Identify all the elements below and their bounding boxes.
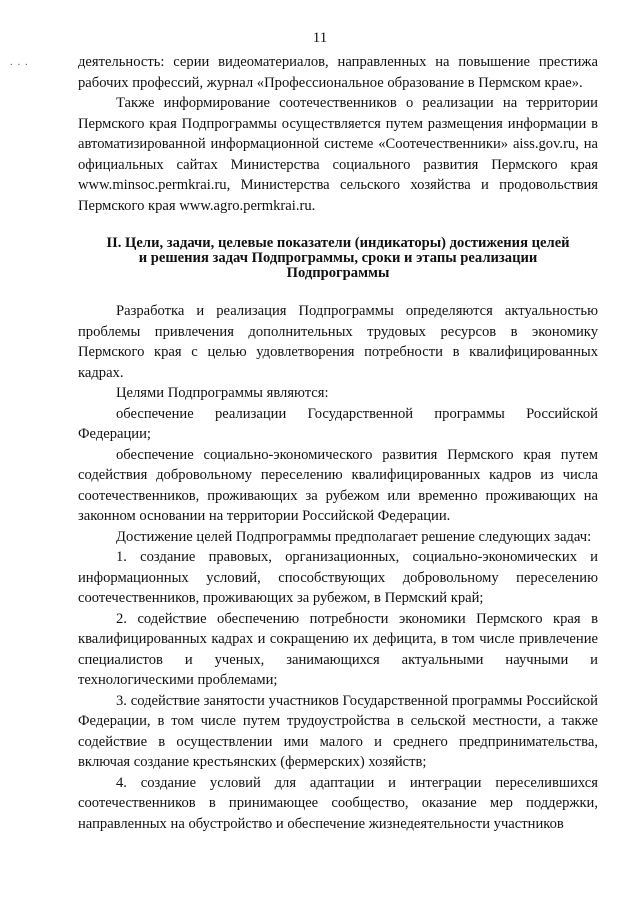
paragraph-goal-1: обеспечение реализации Государственной программы Российской Федерации; <box>78 405 598 442</box>
paragraph-continuation: деятельность: серии видеоматериалов, направленных на повышение престижа рабочих профессий, журнал «Профессиональное образование в Пермском крае». <box>78 54 598 91</box>
section-heading-line-1: II. Цели, задачи, целевые показатели (индикаторы) достижения целей <box>106 235 570 251</box>
paragraph-task-4: 4. создание условий для адаптации и интеграции переселившихся соотечественников в принимающее сообщество, оказание мер поддержки, направленных на обустройство и обеспечение жизнедеятельности участников <box>78 774 598 832</box>
paragraph-goals-intro: Целями Подпрограммы являются: <box>116 385 329 401</box>
page-number: 11 <box>312 30 328 46</box>
section-heading-line-2: и решения задач Подпрограммы, сроки и этапы реализации <box>138 250 538 266</box>
paragraph-task-3: 3. содействие занятости участников Государственной программы Российской Федерации, в том числе путем трудоустройства в сельской местности, а также содействие в осуществлении ими малого и среднего предпринимательства, включая создание крестьянских (фермерских) хозяйств; <box>78 692 598 770</box>
margin-mark: . . . <box>10 56 29 68</box>
paragraph-task-2: 2. содействие обеспечению потребности экономики Пермского края в квалифицированных кадрах и сокращению их дефицита, в том числе привлечение специалистов и ученых, занимающихся актуальными научными и технологическими проблемами; <box>78 610 598 688</box>
paragraph-goal-2: обеспечение социально-экономического развития Пермского края путем содействия добровольному переселению квалифицированных кадров из числа соотечественников, проживающих за рубежом или временно проживающих на законном основании на территории Российской Федерации. <box>78 446 598 524</box>
paragraph-task-1: 1. создание правовых, организационных, социально-экономических и информационных условий, способствующих добровольному переселению соотечественников, проживающих за рубежом, в Пермский край; <box>78 549 598 606</box>
paragraph-development: Разработка и реализация Подпрограммы определяются актуальностью проблемы привлечения дополнительных трудовых ресурсов в экономику Пермского края с целью удовлетворения потребности в квалифицированных кадрах. <box>78 303 598 381</box>
section-heading-line-3: Подпрограммы <box>286 265 390 281</box>
document-body <box>78 52 598 834</box>
section-heading <box>78 236 598 281</box>
paragraph-informing: Также информирование соотечественников о реализации на территории Пермского края Подпрограммы осуществляется путем размещения информации в автоматизированной информационной системе «Соотечественники» aiss.gov.ru, на официальных сайтах Министерства социального развития Пермского края www.minsoc.permkrai.ru, Министерства сельского хозяйства и продовольствия Пермского края www.agro.permkrai.ru. <box>78 95 598 214</box>
paragraph-tasks-intro: Достижение целей Подпрограммы предполагает решение следующих задач: <box>116 528 592 545</box>
